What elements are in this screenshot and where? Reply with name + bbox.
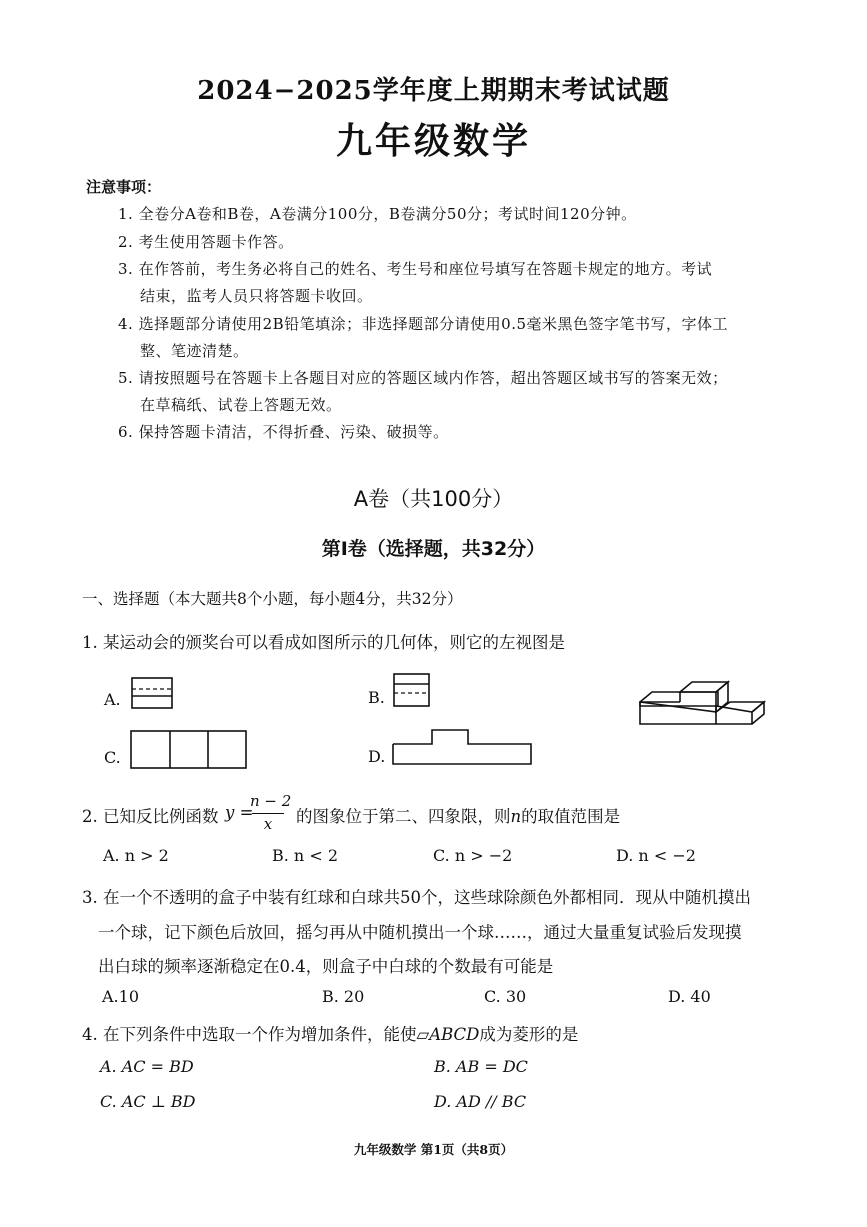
q2-numerator: n − 2 <box>250 792 292 810</box>
q1-option-c-figure <box>129 729 249 771</box>
notice-heading: 注意事项： <box>86 178 162 196</box>
q1-option-d-label: D. <box>368 747 386 766</box>
notice-item: 6. 保持答题卡清洁，不得折叠、污染、破损等。 <box>118 423 449 441</box>
part1-title: 第Ⅰ卷（选择题，共32分） <box>321 538 546 560</box>
notice-item-cont: 整、笔迹清楚。 <box>140 342 249 360</box>
exam-subject: 九年级数学 <box>335 120 531 162</box>
notice-item-cont: 在草稿纸、试卷上答题无效。 <box>140 396 342 414</box>
q1-option-b-label: B. <box>368 688 385 707</box>
q1-option-d-figure <box>391 728 535 768</box>
q4-abcd: ABCD <box>429 1025 480 1044</box>
volume-a-title: A卷（共100分） <box>353 487 514 511</box>
q2-y-symbol: y <box>225 803 235 822</box>
exam-title: 2024−2025学年度上期期末考试试题 <box>197 76 670 106</box>
q2-denominator: x <box>263 815 273 833</box>
q2-option-b: B. n < 2 <box>272 846 338 865</box>
question-3-line: 3. 在一个不透明的盒子中装有红球和白球共50个，这些球除颜色外都相同．现从中随机摸出 <box>82 888 751 907</box>
question-4-stem <box>82 1021 578 1045</box>
notice-item: 5. 请按照题号在答题卡上各题目对应的答题区域内作答，超出答题区域书写的答案无效； <box>118 369 728 387</box>
q3-option-b: B. 20 <box>322 987 365 1006</box>
notice-item: 4. 选择题部分请使用2B铅笔填涂；非选择题部分请使用0.5毫米黑色签字笔书写，字体工 <box>118 315 729 333</box>
q1-option-b-figure <box>392 672 432 710</box>
q4-option-b: B. AB = DC <box>434 1057 528 1076</box>
q3-option-c: C. 30 <box>484 987 527 1006</box>
q2-stem-text-2: 的取值范围是 <box>521 807 621 826</box>
notice-item-cont: 结束，监考人员只将答题卡收回。 <box>140 287 373 305</box>
question-3-line: 一个球，记下颜色后放回，摇匀再从中随机摸出一个球……，通过大量重复试验后发现摸 <box>98 923 742 942</box>
q1-option-c-label: C. <box>104 748 121 767</box>
podium-figure <box>636 672 766 732</box>
q1-option-a-label: A. <box>104 690 121 709</box>
notice-item: 3. 在作答前，考生务必将自己的姓名、考生号和座位号填写在答题卡规定的地方。考试 <box>118 260 713 278</box>
question-3-line: 出白球的频率逐渐稳定在0.4，则盒子中白球的个数最有可能是 <box>98 957 554 976</box>
q2-option-a: A. n > 2 <box>103 846 169 865</box>
q3-option-a: A.10 <box>102 987 139 1006</box>
page-footer: 九年级数学 第1页（共8页） <box>353 1142 514 1157</box>
q2-option-c: C. n > −2 <box>433 846 513 865</box>
q4-option-d: D. AD // BC <box>434 1092 527 1111</box>
q2-equals: = <box>239 803 254 822</box>
q1-option-a-figure <box>130 676 176 712</box>
q4-stem-pre: 4. 在下列条件中选取一个作为增加条件，能使 <box>82 1025 417 1044</box>
q4-parallelogram-symbol: ▱ <box>416 1025 430 1044</box>
notice-item: 2. 考生使用答题卡作答。 <box>118 233 294 251</box>
q2-stem-text-1: 的图象位于第二、四象限，则 <box>296 807 511 826</box>
q2-option-d: D. n < −2 <box>616 846 696 865</box>
question-2-stem-pre: 2. 已知反比例函数 <box>82 807 219 826</box>
q4-option-c: C. AC ⊥ BD <box>100 1092 196 1111</box>
notice-item: 1. 全卷分A卷和B卷，A卷满分100分，B卷满分50分；考试时间120分钟。 <box>118 205 637 223</box>
section-heading: 一、选择题（本大题共8个小题，每小题4分，共32分） <box>82 590 463 608</box>
question-2-stem-post <box>296 803 620 827</box>
q3-option-d: D. 40 <box>668 987 711 1006</box>
question-1-stem: 1. 某运动会的颁奖台可以看成如图所示的几何体，则它的左视图是 <box>82 633 565 652</box>
q4-stem-post: 成为菱形的是 <box>479 1025 579 1044</box>
q4-option-a: A. AC = BD <box>100 1057 194 1076</box>
q2-n-symbol: n <box>510 807 522 826</box>
q2-fraction-bar <box>252 813 284 814</box>
